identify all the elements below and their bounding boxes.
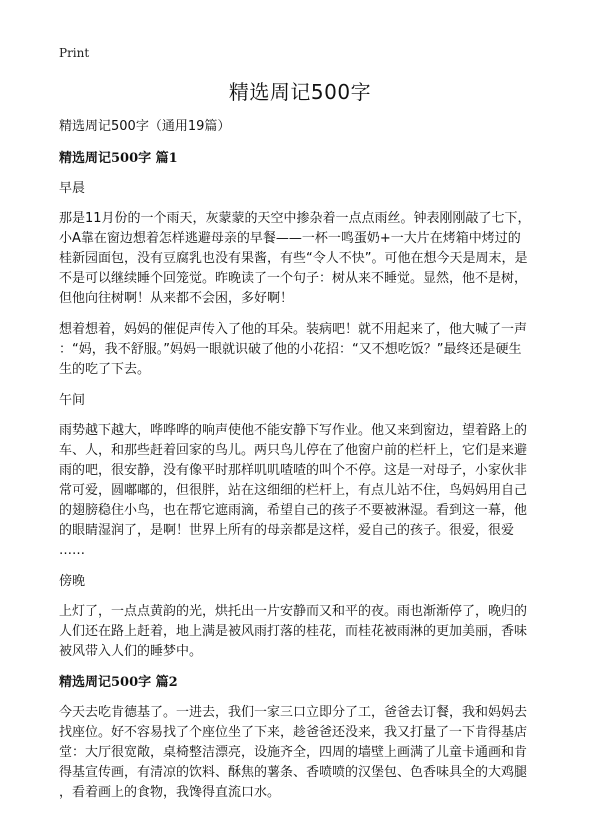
print-label: Print [59,46,90,60]
text-line: 不是可以继续睡个回笼觉。昨晚读了一个句子：树从来不睡觉。显然，他不是树， [59,271,528,286]
paragraph-noon-1 [59,421,556,561]
article-heading: 精选周记500字 篇2 [59,675,178,690]
text-line: 今天去吃肯德基了。一进去，我们一家三口立即分了工，爸爸去订餐，我和妈妈去 [59,705,528,720]
text-line: 的眼睛湿润了，是啊！世界上所有的母亲都是这样，爱自己的孩子。很爱，很爱 [59,523,515,538]
text-line: 车、人，和那些赶着回家的鸟儿。两只鸟儿停在了他窗户前的栏杆上，它们是来避 [59,443,528,458]
text-line: 生的吃了下去。 [59,362,151,377]
text-line: 雨的吧，很安静，没有像平时那样叽叽喳喳的叫个不停。这是一对母子，小家伙非 [59,463,528,478]
document-subtitle: 精选周记500字（通用19篇） [59,119,231,134]
paragraph-evening-1 [59,602,556,662]
text-line: 人们还在路上赶着，地上满是被风雨打落的桂花，而桂花被雨淋的更加美丽，香味 [59,624,528,639]
text-line: 常可爱，圆嘟嘟的，但很胖，站在这细细的栏杆上，有点儿站不住，鸟妈妈用自己 [59,483,528,498]
text-line: 想着想着，妈妈的催促声传入了他的耳朵。装病吧！就不用起来了，他大喊了一声 [59,322,528,337]
text-line: 雨势越下越大，哗哗哗的响声使他不能安静下写作业。他又来到窗边，望着路上的 [59,423,528,438]
paragraph-morning-2 [59,320,556,380]
text-line: 桂新园面包，没有豆腐乳也没有果酱，有些“令人不快”。可他在想今天是周末，是 [59,251,528,266]
section-label-noon: 午间 [59,393,86,408]
text-line: ，看着画上的食物，我馋得直流口水。 [59,785,281,800]
text-line: 小A靠在窗边想着怎样逃避母亲的早餐——一杯一鸣蛋奶+一大片在烤箱中烤过的 [59,231,521,246]
text-line: 找座位。好不容易找了个座位坐了下来，趁爸爸还没来，我又打量了一下肯得基店 [59,725,528,740]
text-line: 被风带入人们的睡梦中。 [59,644,203,659]
text-line: ：“妈，我不舒服。”妈妈一眼就识破了他的小花招：“又不想吃饭？”最终还是硬生 [59,342,522,357]
text-line: 那是11月份的一个雨天，灰蒙蒙的天空中掺杂着一点点雨丝。钟表刚刚敲了七下， [59,211,531,226]
text-line: 堂：大厅很宽敞，桌椅整洁漂亮，设施齐全，四周的墙壁上画满了儿童卡通画和肯 [59,745,528,760]
text-line: 但他向往树啊！从来都不会困，多好啊！ [59,291,294,306]
document-body [59,117,556,814]
text-line: 的翅膀稳住小鸟，也在帮它遮雨滴，希望自己的孩子不要被淋湿。看到这一幕，他 [59,503,528,518]
text-line: …… [59,543,85,558]
article-heading: 精选周记500字 篇1 [59,151,178,166]
section-label-evening: 傍晚 [59,574,86,589]
text-line: 上灯了，一点点黄韵的光，烘托出一片安静而又和平的夜。雨也渐渐停了，晚归的 [59,604,528,619]
paragraph-morning-1 [59,209,556,309]
document-title: 精选周记500字 [228,80,372,104]
paragraph-article2-1 [59,703,556,803]
text-line: 得基宣传画，有清凉的饮料、酥焦的薯条、香喷喷的汉堡包、色香味具全的大鸡腿 [59,765,528,780]
section-label-morning: 早晨 [59,181,86,196]
